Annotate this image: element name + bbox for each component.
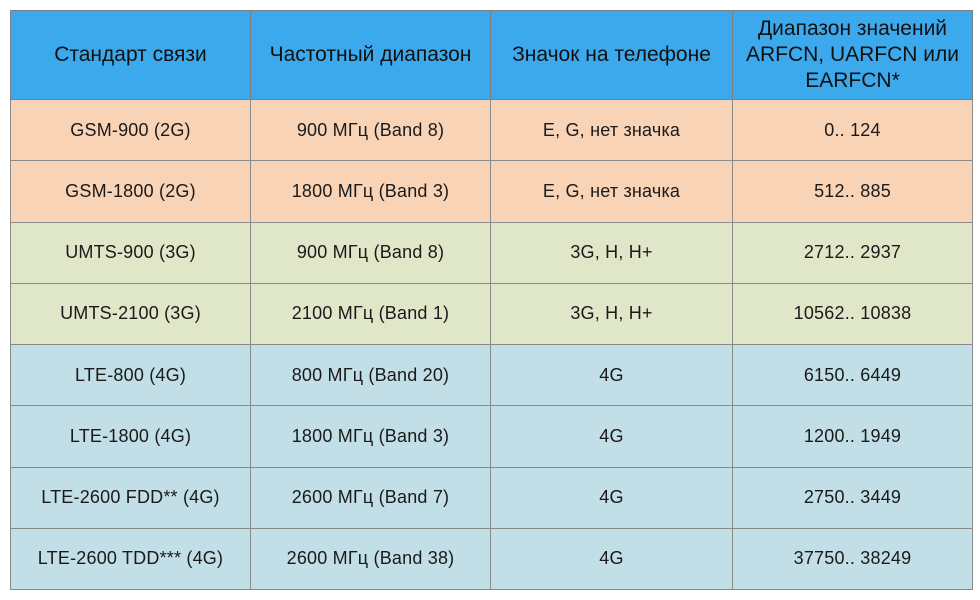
table-row: [11, 345, 973, 406]
table-header-row: [11, 11, 973, 100]
table-row: [11, 467, 973, 528]
cell-standard: UMTS-900 (3G): [11, 222, 251, 283]
table-row: [11, 222, 973, 283]
cell-standard: LTE-2600 FDD** (4G): [11, 467, 251, 528]
cell-standard: UMTS-2100 (3G): [11, 283, 251, 344]
cell-arfcn: 2750.. 3449: [733, 467, 973, 528]
cell-frequency: 900 МГц (Band 8): [251, 100, 491, 161]
cell-phone-icon: 4G: [491, 528, 733, 589]
cell-phone-icon: 4G: [491, 467, 733, 528]
cell-frequency: 2100 МГц (Band 1): [251, 283, 491, 344]
cell-standard: GSM-1800 (2G): [11, 161, 251, 222]
cell-frequency: 900 МГц (Band 8): [251, 222, 491, 283]
standards-table: [10, 10, 973, 590]
cell-arfcn: 0.. 124: [733, 100, 973, 161]
cell-standard: LTE-2600 TDD*** (4G): [11, 528, 251, 589]
cell-standard: LTE-1800 (4G): [11, 406, 251, 467]
header-standard: Стандарт связи: [11, 11, 251, 100]
header-arfcn-range: Диапазон значений ARFCN, UARFCN или EARFCN*: [733, 11, 973, 100]
cell-frequency: 2600 МГц (Band 38): [251, 528, 491, 589]
cell-standard: GSM-900 (2G): [11, 100, 251, 161]
table-row: [11, 528, 973, 589]
table-row: [11, 100, 973, 161]
cell-phone-icon: 4G: [491, 406, 733, 467]
cell-arfcn: 6150.. 6449: [733, 345, 973, 406]
cell-frequency: 1800 МГц (Band 3): [251, 161, 491, 222]
cell-arfcn: 37750.. 38249: [733, 528, 973, 589]
cell-phone-icon: 4G: [491, 345, 733, 406]
cell-phone-icon: E, G, нет значка: [491, 100, 733, 161]
header-frequency-range: Частотный диапазон: [251, 11, 491, 100]
cell-frequency: 1800 МГц (Band 3): [251, 406, 491, 467]
cell-arfcn: 1200.. 1949: [733, 406, 973, 467]
cell-phone-icon: 3G, H, H+: [491, 283, 733, 344]
cell-phone-icon: 3G, H, H+: [491, 222, 733, 283]
standards-table-container: [10, 10, 972, 590]
table-row: [11, 283, 973, 344]
cell-arfcn: 512.. 885: [733, 161, 973, 222]
cell-arfcn: 10562.. 10838: [733, 283, 973, 344]
cell-standard: LTE-800 (4G): [11, 345, 251, 406]
table-row: [11, 161, 973, 222]
table-row: [11, 406, 973, 467]
cell-frequency: 800 МГц (Band 20): [251, 345, 491, 406]
cell-frequency: 2600 МГц (Band 7): [251, 467, 491, 528]
cell-phone-icon: E, G, нет значка: [491, 161, 733, 222]
cell-arfcn: 2712.. 2937: [733, 222, 973, 283]
header-phone-icon: Значок на телефоне: [491, 11, 733, 100]
